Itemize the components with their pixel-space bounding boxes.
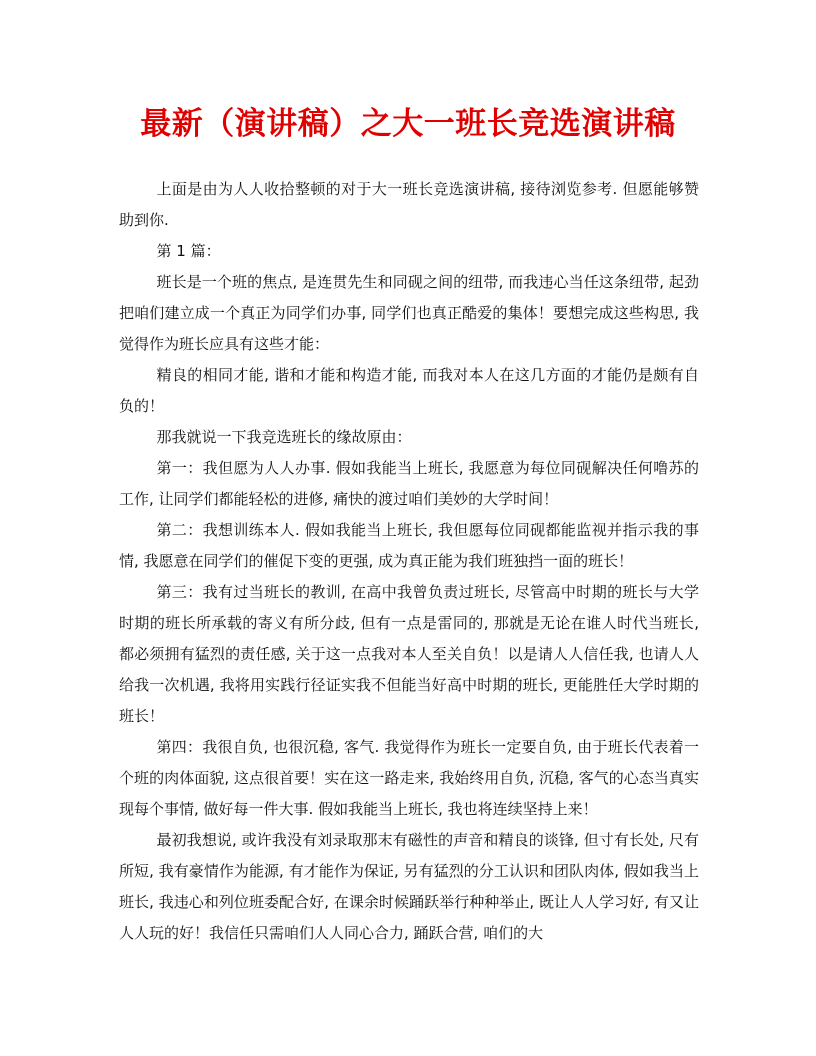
paragraph-reason-1: 第一：我但愿为人人办事. 假如我能当上班长, 我愿意为每位同砚解决任何噜苏的工作, 让同学们都能轻松的进修, 痛快的渡过咱们美妙的大学时间！ bbox=[119, 459, 699, 508]
document-body bbox=[119, 174, 699, 949]
paragraph-intro: 上面是由为人人收拾整顿的对于大一班长竞选演讲稿, 接待浏览参考. 但愿能够赞助到你. bbox=[119, 180, 699, 229]
document-title: 最新（演讲稿）之大一班长竞选演讲稿 bbox=[140, 106, 676, 142]
paragraph-reason-2: 第二：我想训练本人. 假如我能当上班长, 我但愿每位同砚都能监视并指示我的事情, 我愿意在同学们的催促下变的更强, 成为真正能为我们班独挡一面的班长！ bbox=[119, 521, 699, 570]
paragraph-reason-4: 第四：我很自负, 也很沉稳, 客气. 我觉得作为班长一定要自负, 由于班长代表着一个班的肉体面貌, 这点很首要！实在这一路走来, 我始终用自负, 沉稳, 客气的心态当真实现每个事情, 做好每一件大事. 假如我能当上班长, 我也将连续坚持上来！ bbox=[119, 738, 699, 818]
paragraph-part-heading: 第 1 篇： bbox=[156, 242, 221, 260]
paragraph-abilities: 精良的相同才能, 谐和才能和构造才能, 而我对本人在这几方面的才能仍是颇有自负的！ bbox=[119, 366, 699, 415]
paragraph-monitor-role: 班长是一个班的焦点, 是连贯先生和同砚之间的纽带, 而我违心当任这条纽带, 起劲把咱们建立成一个真正为同学们办事, 同学们也真正酷爱的集体！要想完成这些构思, 我觉得作为班长应具有这些才能： bbox=[119, 273, 699, 353]
paragraph-closing: 最初我想说, 或许我没有刘录取那末有磁性的声音和精良的谈锋, 但寸有长处, 尺有所短, 我有豪情作为能源, 有才能作为保证, 另有猛烈的分工认识和团队肉体, 假如我当上班长, 我违心和列位班委配合好, 在课余时候踊跃举行种种举止, 既让人人学习好, 有又让人人玩的好！我信任只需咱们人人同心合力, 踊跃合营, 咱们的大 bbox=[119, 831, 699, 942]
paragraph-reasons-intro: 那我就说一下我竞选班长的缘故原由： bbox=[156, 428, 412, 446]
paragraph-reason-3: 第三：我有过当班长的教训, 在高中我曾负责过班长, 尽管高中时期的班长与大学时期的班长所承载的寄义有所分歧, 但有一点是雷同的, 那就是无论在谁人时代当班长, 都必须拥有猛烈的责任感, 关于这一点我对本人至关自负！以是请人人信任我, 也请人人给我一次机遇, 我将用实践行径证实我不但能当好高中时期的班长, 更能胜任大学时期的班长！ bbox=[119, 583, 699, 725]
